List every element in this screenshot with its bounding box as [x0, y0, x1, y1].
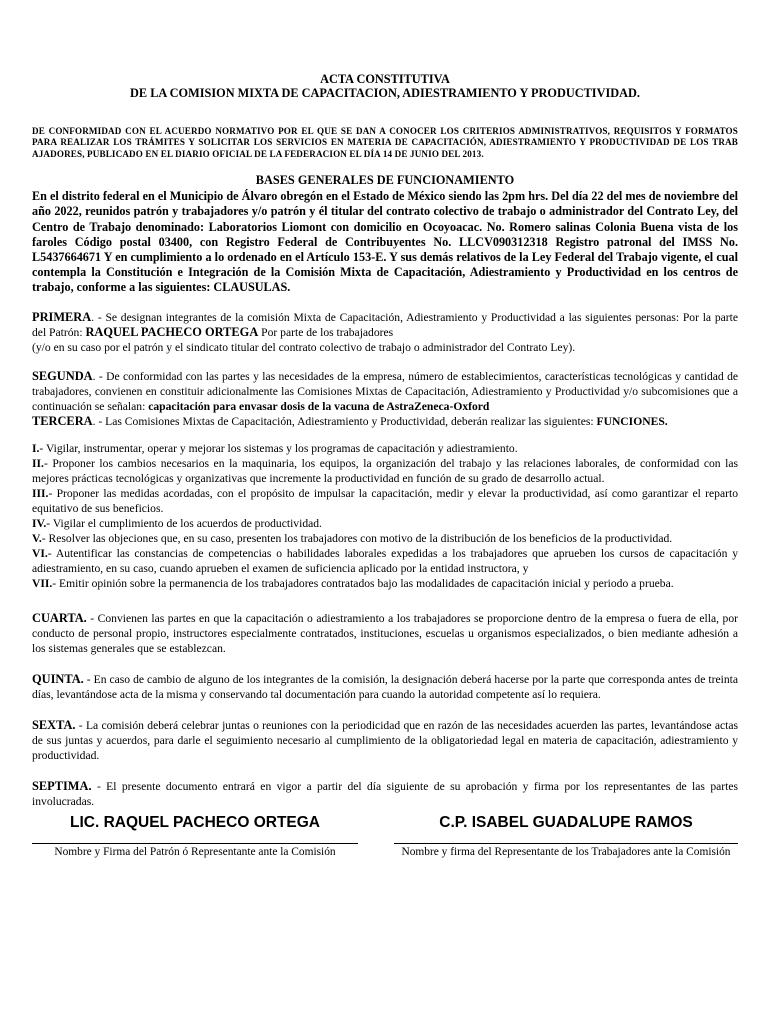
clause-tercera-label: TERCERA: [32, 413, 93, 428]
list-item-text: - Proponer los cambios necesarios en la maquinaria, los equipos, la organización del trabajo y las relaciones laborales, de conformidad con las mejores prácticas tecnológicas y organizativas que incremente la productividad en función de su grado de desarrollo actual.: [32, 456, 738, 485]
list-item: [32, 546, 738, 576]
clause-tercera-bold: FUNCIONES.: [596, 414, 668, 428]
list-item: [32, 441, 738, 456]
bases-paragraph: En el distrito federal en el Municipio de Álvaro obregón en el Estado de México siendo las 2pm hrs. Del día 22 del mes de noviembre del año 2022, reunidos patrón y trabajadores y/o patrón y él titular del contrato colectivo de trabajo o administrador del Contrato Ley, del Centro de Trabajo denominado: Laboratorios Liomont con domicilio en Ocoyoacac. No. Romero salinas Colonia Buena vista de los faroles Código postal 03400, con Registro Federal de Contribuyentes No. LLCV090312318 Registro patronal del IMSS No. L5437664671 Y en cumplimiento a lo ordenado en el Artículo 153-E. Y sus demás relativos de la Ley Federal del Trabajo vigente, el cual contempla la Constitución e Integración de la Comisión Mixta de Capacitación, Adiestramiento y Productividad en los centros de trabajo, conforme a las siguientes: CLAUSULAS.: [32, 189, 738, 295]
intro-paragraph: DE CONFORMIDAD CON EL ACUERDO NORMATIVO POR EL QUE SE DAN A CONOCER LOS CRITERIOS ADMINISTRATIVOS, REQUISITOS Y FORMATOS PARA REALIZAR LOS TRÁMITES Y SOLICITAR LOS SERVICIOS EN MATERIA DE CAPACITACIÓN, ADIESTRAMIENTO Y PRODUCTIVIDAD DE LOS TRAB AJADORES, PUBLICADO EN EL DIARIO OFICIAL DE LA FEDERACION EL DÍA 14 DE JUNIO DEL 2013.: [32, 126, 738, 159]
list-item-num: VII.: [32, 576, 53, 590]
clause-cuarta-text: - Convienen las partes en que la capacitación o adiestramiento a los trabajadores se proporcione dentro de la empresa o fuera de ella, por conducto de personal propio, instructores especialmente contratados, instituciones, escuelas u organismos especializados, o bien mediante adhesión a los sistemas generales que se establezcan.: [32, 611, 738, 655]
list-item: [32, 516, 738, 531]
funciones-list: [32, 441, 738, 591]
list-item-text: - Proponer las medidas acordadas, con el propósito de impulsar la capacitación, medir y elevar la productividad, así como garantizar el reparto equitativo de sus beneficios.: [32, 486, 738, 515]
list-item: [32, 531, 738, 546]
list-item-num: III.: [32, 486, 49, 500]
document-page: [32, 72, 738, 809]
clause-cuarta-label: CUARTA.: [32, 610, 87, 625]
clause-sexta-text: - La comisión deberá celebrar juntas o reuniones con la periodicidad que en razón de las necesidades acuerden las partes, levantándose actas de sus juntas y acuerdos, para darle el seguimiento necesario al cumplimiento de la obligatoriedad legal en materia de capacitación, adiestramiento y productividad.: [32, 718, 738, 762]
clause-segunda-label: SEGUNDA: [32, 368, 93, 383]
list-item: [32, 576, 738, 591]
clause-primera: [32, 310, 738, 355]
clause-quinta-text: - En caso de cambio de alguno de los integrantes de la comisión, la designación deberá hacerse por la parte que corresponda antes de treinta días, levantándose acta de la misma y conservando tal documentación para cuando la autoridad competente así lo requiera.: [32, 672, 738, 701]
clause-cuarta: [32, 611, 738, 656]
list-item-num: IV.: [32, 516, 47, 530]
clause-segunda-sep: . -: [92, 369, 107, 383]
signature-patron-name: LIC. RAQUEL PACHECO ORTEGA: [69, 814, 321, 831]
clause-primera-patron: RAQUEL PACHECO ORTEGA: [85, 324, 259, 339]
clause-segunda-bold: capacitación para envasar dosis de la vacuna de AstraZeneca-Oxford: [148, 399, 490, 413]
signature-trabajadores: [394, 813, 738, 858]
clause-tercera: [32, 414, 738, 429]
clause-primera-text: Se designan integrantes de la comisión Mixta de Capacitación, Adiestramiento y Productividad a las siguientes personas: Por la parte del Patrón:: [32, 310, 738, 339]
signature-patron-caption: Nombre y Firma del Patrón ó Representante ante la Comisión: [54, 846, 336, 858]
list-item-text: - Vigilar el cumplimiento de los acuerdos de productividad.: [46, 516, 322, 530]
bases-title: BASES GENERALES DE FUNCIONAMIENTO: [255, 173, 515, 188]
list-item-num: II.: [32, 456, 44, 470]
document-title: ACTA CONSTITUTIVA: [320, 72, 450, 86]
list-item-num: I.: [32, 441, 40, 455]
document-subtitle: DE LA COMISION MIXTA DE CAPACITACION, ADIESTRAMIENTO Y PRODUCTIVIDAD.: [130, 86, 640, 100]
signature-line: [394, 843, 738, 844]
clause-quinta: [32, 672, 738, 702]
clause-quinta-label: QUINTA.: [32, 671, 84, 686]
list-item: [32, 486, 738, 516]
signature-trabajadores-name: C.P. ISABEL GUADALUPE RAMOS: [439, 814, 693, 831]
clause-sexta-label: SEXTA.: [32, 717, 76, 732]
clause-primera-sep: . -: [91, 310, 106, 324]
clause-segunda: [32, 369, 738, 414]
clause-primera-text2: Por parte de los trabajadores: [258, 325, 394, 339]
list-item-text: - Emitir opinión sobre la permanencia de los trabajadores contratados bajo las modalidades de capacitación inicial y periodo a prueba.: [52, 576, 674, 590]
signature-section: [32, 813, 738, 863]
signature-trabajadores-caption: Nombre y firma del Representante de los Trabajadores ante la Comisión: [401, 846, 731, 858]
list-item-text: - Autentificar las constancias de competencias o habilidades laborales expedidas a los trabajadores que aprueben los cursos de capacitación y adiestramiento, en su caso, cuando aprueben el examen de suficiencia aplicado por la entidad instructora, y: [32, 546, 738, 575]
signature-line: [32, 843, 358, 844]
list-item-num: V.: [32, 531, 42, 545]
clause-segunda-text: De conformidad con las partes y las necesidades de la empresa, número de establecimientos, características tecnológicas y cantidad de trabajadores, convienen en constituir adicionalmente las Comisiones Mixtas de Capacitación, Adiestramiento y Productividad y/o subcomisiones que a continuación se señalan:: [32, 369, 739, 413]
clause-primera-label: PRIMERA: [32, 309, 92, 324]
clause-tercera-text: Las Comisiones Mixtas de Capacitación, Adiestramiento y Productividad, deberán realizar las siguientes:: [105, 414, 597, 428]
list-item-num: VI.: [32, 546, 48, 560]
list-item-text: - Vigilar, instrumentar, operar y mejorar los sistemas y los programas de capacitación y adiestramiento.: [39, 441, 518, 455]
clause-septima: [32, 779, 738, 809]
clause-primera-note: (y/o en su caso por el patrón y el sindicato titular del contrato colectivo de trabajo o administrador del Contrato Ley).: [32, 340, 576, 354]
signature-patron: [32, 813, 358, 858]
clause-septima-label: SEPTIMA.: [32, 778, 92, 793]
clause-sexta: [32, 718, 738, 763]
list-item-text: - Resolver las objeciones que, en su caso, presenten los trabajadores con motivo de la distribución de los beneficios de la productividad.: [41, 531, 673, 545]
clause-septima-text: - El presente documento entrará en vigor a partir del día siguiente de su aprobación y firma por los representantes de las partes involucradas.: [32, 779, 738, 808]
clause-tercera-sep: . -: [92, 414, 106, 428]
list-item: [32, 456, 738, 486]
